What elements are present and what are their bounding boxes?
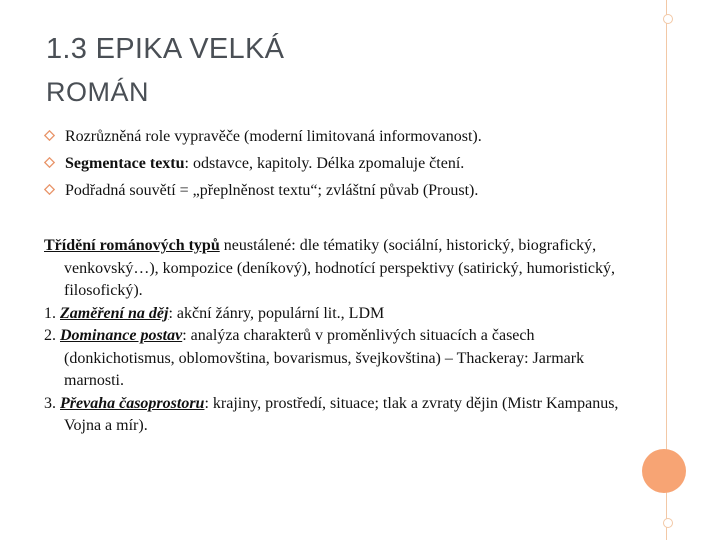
paragraph-type-2: [44, 325, 644, 393]
paragraph-prefix: 2.: [44, 327, 60, 344]
paragraph-lead: Dominance postav: [60, 327, 183, 344]
bullet-text: Podřadná souvětí = „přeplněnost textu“; zvláštní půvab (Proust).: [65, 182, 479, 199]
paragraph-lead: Třídění románových typů: [44, 237, 220, 254]
bullet-item: [44, 150, 644, 177]
paragraph-lead: Převaha časoprostoru: [60, 394, 205, 412]
decorative-accent-circle: [642, 449, 686, 493]
paragraph-text: neustálené: dle tématiky (sociální, historický, biografický, venkovský…), kompozice (deníkový), hodnotící perspektivy (satirický, humoristický, filosofický).: [64, 237, 615, 299]
diamond-bullet-icon: [44, 130, 55, 141]
paragraph-text: : akční žánry, populární lit., LDM: [168, 304, 385, 322]
decorative-small-circle-bottom: [663, 518, 673, 528]
paragraph-lead: Zaměření na děj: [60, 304, 169, 322]
title-line-1: 1.3 EPIKA VELKÁ: [46, 33, 285, 65]
paragraph-type-1: [44, 303, 644, 326]
paragraph-text: : krajiny, prostředí, situace; tlak a zvraty dějin (Mistr Kampanus, Vojna a mír).: [64, 394, 619, 434]
slide-title: [46, 27, 636, 113]
bullet-item: [44, 177, 644, 204]
title-line-2: ROMÁN: [46, 77, 149, 107]
bullet-term: Segmentace textu: [65, 155, 185, 172]
bullet-list: [44, 123, 644, 204]
paragraph-classification: [44, 235, 644, 303]
diamond-bullet-icon: [44, 157, 55, 168]
paragraph-text: : analýza charakterů v proměnlivých situacích a časech (donkichotismus, oblomovština, bovarismus, švejkovština) – Thackeray: Jarmark marnosti.: [64, 327, 585, 389]
bullet-text: Rozrůzněná role vypravěče (moderní limitovaná informovanost).: [65, 128, 482, 145]
paragraph-prefix: 1.: [44, 304, 60, 322]
bullet-text: : odstavce, kapitoly. Délka zpomaluje čtení.: [184, 155, 465, 172]
body-text: [44, 235, 644, 438]
decorative-small-circle-top: [663, 14, 673, 24]
paragraph-type-3: [44, 393, 644, 438]
bullet-item: [44, 123, 644, 150]
diamond-bullet-icon: [44, 184, 55, 195]
paragraph-prefix: 3.: [44, 394, 60, 412]
